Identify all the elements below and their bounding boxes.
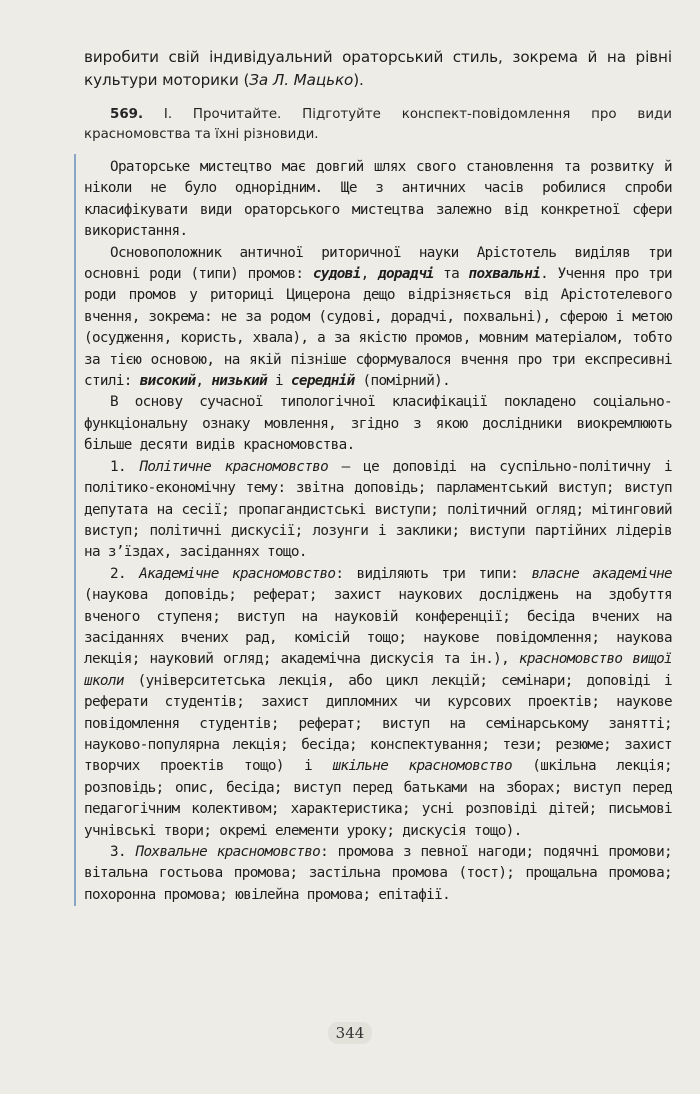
page-number: 344 — [0, 1022, 700, 1044]
exercise-569 — [84, 105, 672, 144]
paragraph-3: В основу сучасної типологічної класифікації покладено соціально-функціональну ознаку мовлення, згідно з якою дослідники виокремлюють більше десяти видів красномовства. — [84, 394, 672, 454]
paragraph-6: 3. Похвальне красномовство: промова з певної нагоди; подячні промови; вітальна гостьова промова; застільна промова (тост); прощальна промова; похоронна промова; ювілейна промова; епітафії. — [84, 844, 673, 903]
exercise-text — [74, 154, 672, 906]
term-nyzkyi: низький — [211, 373, 268, 390]
term-doradchi: дорадчі — [378, 266, 434, 283]
term-shkilne: шкільне красномовство — [332, 758, 512, 775]
term-vysokyi: високий — [139, 373, 196, 390]
paragraph-2: Основоположник античної риторичної науки Арістотель виділяв три основні роди (типи) промов: судові, дорадчі та похвальні. Учення про три роди промов у риториці Цицерона дещо відрізняється від Арістотелевого вчення, зокрема: не за родом (судові, дорадчі, похвальні), сферою і метою (осудження, користь, хвала), а за якістю промов, мовним матеріалом, тобто за тією основою, на якій пізніше сформувалося вчення про три експресивні стилі: високий, низький і середній (помірний). — [84, 244, 672, 390]
term-akademichne: Академічне красномовство — [139, 565, 336, 582]
intro-end: ). — [353, 71, 364, 89]
term-pokhvalni: похвальні — [468, 266, 541, 283]
exercise-number: 569. — [110, 107, 144, 122]
intro-source: За Л. Мацько — [249, 71, 354, 89]
term-serednii: середній — [290, 373, 355, 390]
paragraph-4: 1. Політичне красномовство — це доповіді на суспільно-політичну і політико-економічну тему: звітна доповідь; парламентський виступ; виступ депутата на сесії; пропагандистські виступи; політичний огляд; мітинговий виступ; політичні дискусії; лозунги і заклики; виступи партійних лідерів на з’їздах, засіданнях тощо. — [84, 458, 672, 561]
term-vyshchoi-shkoly: красномовство вищої школи — [84, 651, 672, 689]
term-vlasne-akademichne: власне академічне — [531, 565, 673, 582]
term-sudovi: судові — [312, 266, 361, 283]
term-pokhvalne: Похвальне красномовство — [135, 844, 321, 860]
paragraph-1: Ораторське мистецтво має довгий шлях свого становлення та розвитку й ніколи не було однорідним. Ще з античних часів робилися спроби класифікувати види ораторського мистецтва залежно від конкретної сфери використання. — [84, 159, 672, 240]
paragraph-5: 2. Академічне красномовство: виділяють три типи: власне академічне (наукова доповідь; реферат; захист наукових досліджень на здобуття вченого ступеня; виступ на науковій конференції; бесіда вчених на засіданнях вчених рад, комісій тощо; наукове повідомлення; наукова лекція; науковий огляд; академічна дискусія та ін.), красномовство вищої школи (університетська лекція, або цикл лекцій; семінари; доповіді і реферати студентів; захист дипломних чи курсових проектів; наукове повідомлення студентів; реферат; виступ на семінарському занятті; науково-популярна лекція; бесіда; конспектування; тези; резюме; захист творчих проектів тощо) і шкільне красномовство (шкільна лекція; розповідь; опис, бесіда; виступ перед батьками на зборах; виступ перед педагогічним колективом; характеристика; усні розповіді дітей; письмові учнівські твори; окремі елементи уроку; дискусія тощо). — [84, 565, 673, 839]
intro-text: виробити свій індивідуальний ораторський стиль, зокрема й на рівні культури моторики ( — [84, 48, 672, 89]
exercise-instruction: І. Прочитайте. Підготуйте конспект-повідомлення про види красномовства та їхні різновиди. — [84, 107, 672, 142]
intro-paragraph — [84, 46, 672, 92]
term-politychne: Політичне красномовство — [139, 458, 329, 475]
